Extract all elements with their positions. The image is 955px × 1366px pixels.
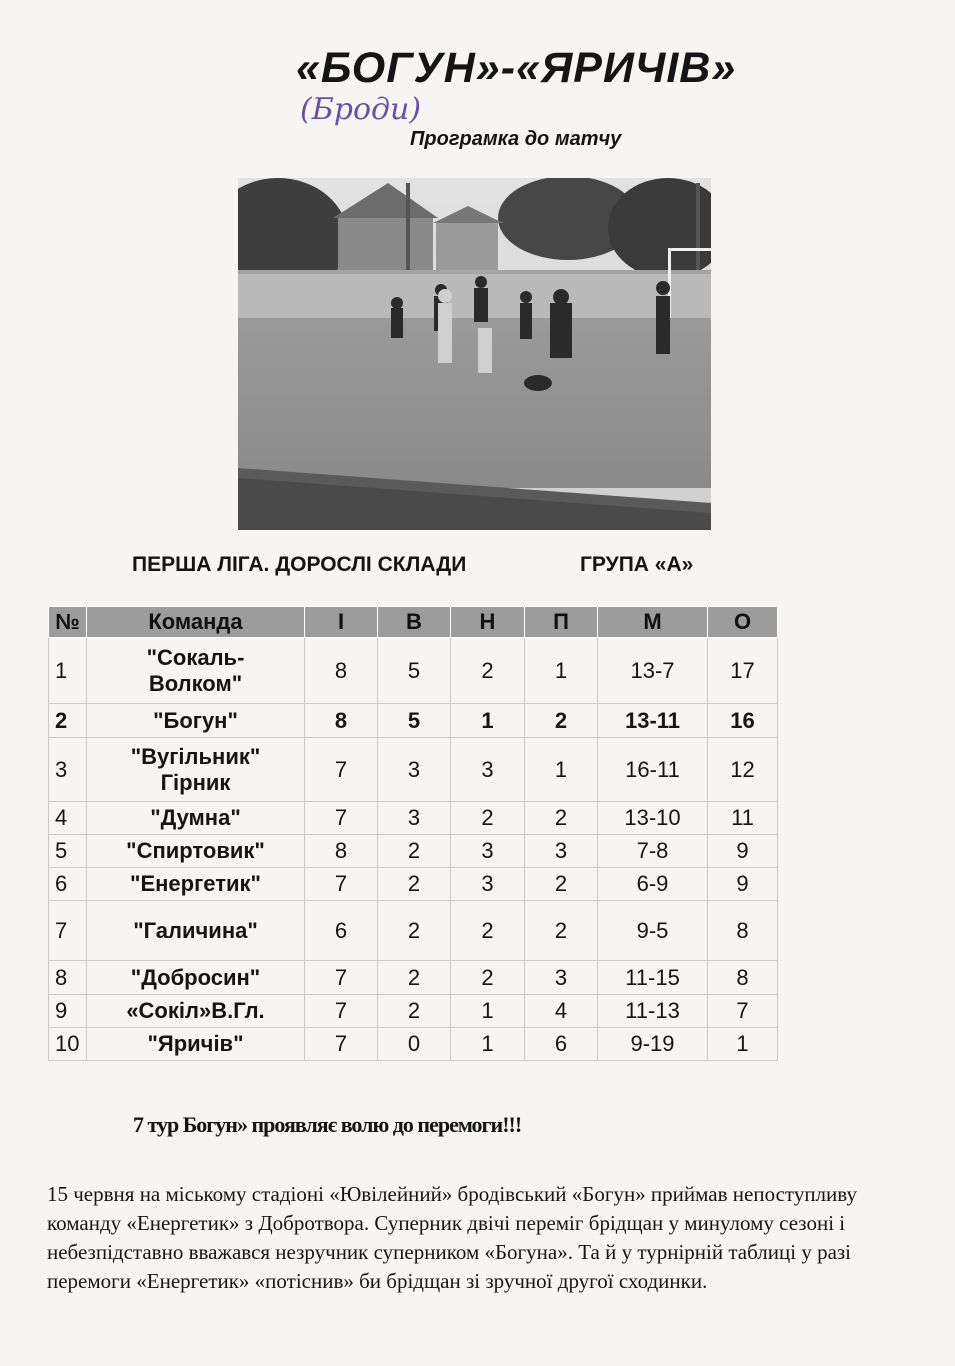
stat-cell: 8 [305,638,378,704]
stat-cell: 8 [305,835,378,868]
team-name-cell: "Яричів" [87,1028,305,1061]
stat-cell: 3 [525,835,598,868]
stat-cell: 7 [305,1028,378,1061]
position-cell: 3 [49,738,87,802]
stat-cell: 1 [525,738,598,802]
stat-cell: 5 [378,638,451,704]
column-header: Команда [87,607,305,638]
stat-cell: 11 [708,802,778,835]
stat-cell: 2 [451,802,525,835]
position-cell: 4 [49,802,87,835]
stat-cell: 6 [305,901,378,961]
stat-cell: 3 [451,738,525,802]
position-cell: 2 [49,704,87,738]
stat-cell: 12 [708,738,778,802]
position-cell: 6 [49,868,87,901]
team-name-cell: "Думна" [87,802,305,835]
table-row [49,704,778,738]
stat-cell: 6 [525,1028,598,1061]
column-header: № [49,607,87,638]
team-name-cell: "Вугільник" Гірник [87,738,305,802]
stat-cell: 2 [378,868,451,901]
stat-cell: 17 [708,638,778,704]
stat-cell: 3 [451,868,525,901]
group-title: ГРУПА «А» [580,553,694,576]
table-row [49,995,778,1028]
stat-cell: 2 [525,901,598,961]
stat-cell: 4 [525,995,598,1028]
article-headline: 7 тур Богун» проявляє волю до перемоги!!! [133,1112,522,1137]
stat-cell: 2 [525,868,598,901]
league-title: ПЕРША ЛІГА. ДОРОСЛІ СКЛАДИ [132,553,467,576]
column-header: І [305,607,378,638]
position-cell: 5 [49,835,87,868]
position-cell: 8 [49,961,87,995]
stat-cell: 16 [708,704,778,738]
stat-cell: 6-9 [598,868,708,901]
team-name-cell: "Добросин" [87,961,305,995]
table-row [49,638,778,704]
table-row [49,868,778,901]
position-cell: 1 [49,638,87,704]
stat-cell: 1 [451,1028,525,1061]
column-header: П [525,607,598,638]
match-title: «БОГУН»-«ЯРИЧІВ» [296,44,737,92]
stat-cell: 3 [525,961,598,995]
stat-cell: 7 [305,738,378,802]
stat-cell: 2 [451,638,525,704]
stat-cell: 7 [305,868,378,901]
stat-cell: 1 [451,995,525,1028]
team-name-cell: "Спиртовик" [87,835,305,868]
stat-cell: 7-8 [598,835,708,868]
position-cell: 10 [49,1028,87,1061]
stat-cell: 2 [451,961,525,995]
stat-cell: 7 [305,802,378,835]
match-photo [238,178,711,530]
stat-cell: 2 [378,901,451,961]
stat-cell: 2 [378,995,451,1028]
stat-cell: 0 [378,1028,451,1061]
stat-cell: 9 [708,868,778,901]
stat-cell: 8 [305,704,378,738]
stat-cell: 8 [708,901,778,961]
stat-cell: 7 [305,995,378,1028]
stat-cell: 9-19 [598,1028,708,1061]
stat-cell: 13-11 [598,704,708,738]
stat-cell: 3 [378,738,451,802]
team-name-cell: «Сокіл»В.Гл. [87,995,305,1028]
table-row [49,961,778,995]
column-header: О [708,607,778,638]
stat-cell: 2 [525,802,598,835]
program-subtitle: Програмка до матчу [410,128,622,150]
stat-cell: 13-10 [598,802,708,835]
team-name-cell: "Галичина" [87,901,305,961]
stat-cell: 7 [305,961,378,995]
stat-cell: 9-5 [598,901,708,961]
stat-cell: 2 [378,961,451,995]
stat-cell: 2 [451,901,525,961]
stat-cell: 3 [378,802,451,835]
stat-cell: 11-13 [598,995,708,1028]
table-row [49,738,778,802]
table-row [49,802,778,835]
column-header: Н [451,607,525,638]
stat-cell: 7 [708,995,778,1028]
stat-cell: 16-11 [598,738,708,802]
column-header: М [598,607,708,638]
stat-cell: 9 [708,835,778,868]
stat-cell: 5 [378,704,451,738]
standings-table [48,606,778,1061]
team-name-cell: "Богун" [87,704,305,738]
team-name-cell: "Енергетик" [87,868,305,901]
table-row [49,901,778,961]
table-header-row [49,607,778,638]
position-cell: 9 [49,995,87,1028]
stat-cell: 2 [525,704,598,738]
stat-cell: 1 [451,704,525,738]
article-body: 15 червня на міському стадіоні «Ювілейний» бродівський «Богун» приймав непоступливу команду «Енергетик» з Добротвора. Суперник двічі переміг брідщан у минулому сезоні і небезпідставно вважався незручник суперником «Богуна». Та й у турнірній таблиці у разі перемоги «Енергетик» «потіснив» би брідщан зі зручної другої сходинки. [47,1182,857,1293]
stat-cell: 8 [708,961,778,995]
stat-cell: 1 [708,1028,778,1061]
table-row [49,835,778,868]
table-row [49,1028,778,1061]
team-name-cell: "Сокаль- Волком" [87,638,305,704]
handwritten-note: (Броди) [300,92,422,127]
stat-cell: 3 [451,835,525,868]
column-header: В [378,607,451,638]
stat-cell: 11-15 [598,961,708,995]
position-cell: 7 [49,901,87,961]
stat-cell: 2 [378,835,451,868]
stat-cell: 13-7 [598,638,708,704]
stat-cell: 1 [525,638,598,704]
